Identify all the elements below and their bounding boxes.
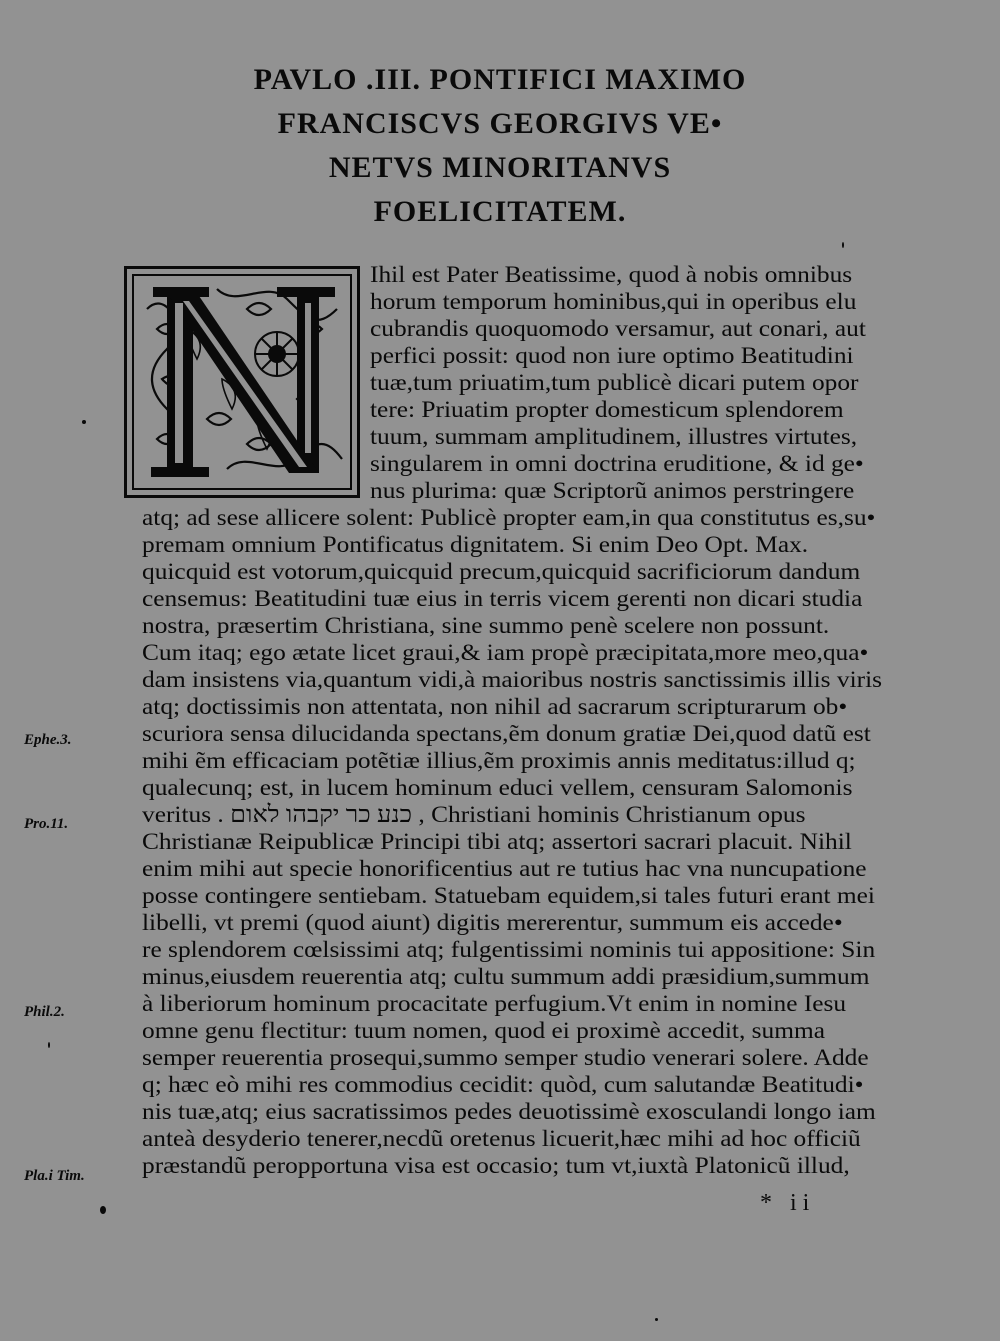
- margin-note-philippians: Phil.2.: [24, 1004, 65, 1020]
- text-line: qualecunq; est, in lucem hominum educi vellem, censuram Salomonis: [142, 775, 853, 801]
- text-line: horum temporum hominibus,qui in operibus elu: [370, 289, 857, 315]
- text-line: premam omnium Pontificatus dignitatem. Si enim Deo Opt. Max.: [142, 532, 809, 558]
- signature-mark: * ii: [760, 1190, 816, 1216]
- text-line: tuæ,tum priuatim,tum publicè dicari putem opor: [370, 370, 859, 396]
- text-line: anteà desyderio tenerer,necdũ oretenus licuerit,hæc mihi ad hoc officiũ: [142, 1126, 861, 1152]
- text-line: tuum, summam amplitudinem, illustres virtutes,: [370, 424, 858, 450]
- text-line: censemus: Beatitudini tuæ eius in terris vicem gerenti non dicari studia: [142, 586, 863, 612]
- ink-speck: [100, 1206, 106, 1214]
- text-line: præstandũ peropportuna visa est occasio; tum vt,iuxtà Platonicũ illud,: [142, 1153, 850, 1179]
- ink-speck: [655, 1318, 658, 1321]
- text-line: cubrandis quoquomodo versamur, aut conari, aut: [370, 316, 866, 342]
- text-line: re splendorem cœlsissimi atq; fulgentissimi nominis tui appositione: Sin: [142, 937, 876, 963]
- dedication-heading: [140, 58, 860, 234]
- decorated-initial-n: [124, 266, 360, 498]
- text-line: dam insistens via,quantum vidi,à maioribus nostris sanctissimis illis viris: [142, 667, 882, 693]
- text-line: tere: Priuatim propter domesticum splendorem: [370, 397, 844, 423]
- text-line: atq; doctissimis non attentata, non nihil ad sacrarum scripturarum ob•: [142, 694, 848, 720]
- text-line: omne genu flectitur: tuum nomen, quod ei proximè accedit, summa: [142, 1018, 825, 1044]
- text-line: Cum itaq; ego ætate licet graui,& iam propè præcipitata,more meo,qua•: [142, 640, 869, 666]
- text-line: Christianæ Reipublicæ Principi tibi atq; assertori sacrari placuit. Nihil: [142, 829, 852, 855]
- margin-note-ephesians: Ephe.3.: [24, 732, 72, 748]
- text-line: libelli, vt premi (quod aiunt) digitis mererentur, summum eis accede•: [142, 910, 843, 936]
- ink-speck: [48, 1042, 50, 1048]
- text-line: mihi ẽm efficaciam potẽtiæ illius,ẽm proximis annis meditatus:illud q;: [142, 748, 856, 774]
- heading-line-3: NETVS MINORITANVS: [328, 151, 672, 184]
- text-line: minus,eiusdem reuerentia atq; cultu summum addi præsidium,summum: [142, 964, 870, 990]
- margin-note-plato-timaeus: Pla.i Tim.: [24, 1168, 85, 1184]
- ink-speck: [82, 420, 86, 424]
- text-line: nis tuæ,atq; eius sacratissimos pedes deuotissimè exosculandi longo iam: [142, 1099, 876, 1125]
- text-line: veritus . כנע כר יקבהו לאום , Christiani hominis Christianum opus: [142, 802, 806, 828]
- heading-line-1: PAVLO .III. PONTIFICI MAXIMO: [253, 63, 747, 96]
- text-line: enim mihi aut specie honorificentius aut re tutius hac vna nuncupatione: [142, 856, 867, 882]
- heading-line-2: FRANCISCVS GEORGIVS VE•: [277, 107, 723, 140]
- text-line: q; hæc eò mihi res commodius cecidit: quòd, cum salutandæ Beatitudi•: [142, 1072, 864, 1098]
- ink-speck: [842, 242, 844, 248]
- floral-initial-icon: [127, 269, 357, 495]
- heading-line-4: FOELICITATEM.: [373, 195, 627, 228]
- text-line: singularem in omni doctrina eruditione, & id ge•: [370, 451, 864, 477]
- text-line: perfici possit: quod non iure optimo Beatitudini: [370, 343, 854, 369]
- text-line: semper reuerentia prosequi,summo semper studio venerari solere. Adde: [142, 1045, 869, 1071]
- text-line: quicquid est votorum,quicquid precum,quicquid sacrificiorum dandum: [142, 559, 861, 585]
- text-line: Ihil est Pater Beatissime, quod à nobis omnibus: [370, 262, 853, 288]
- text-line: scuriora sensa dilucidanda spectans,ẽm donum gratiæ Dei,quod datũ est: [142, 721, 871, 747]
- text-line: posse contingere sentiebam. Statuebam equidem,si tales futuri erant mei: [142, 883, 875, 909]
- margin-note-proverbs: Pro.11.: [24, 816, 69, 832]
- text-line: atq; ad sese allicere solent: Publicè propter eam,in qua constitutus es,su•: [142, 505, 876, 531]
- text-line: nus plurima: quæ Scriptorũ animos perstringere: [370, 478, 855, 504]
- text-line: nostra, præsertim Christiana, sine summo penè scelere non possunt.: [142, 613, 830, 639]
- text-line: à liberiorum hominum procacitate perfugium.Vt enim in nomine Iesu: [142, 991, 847, 1017]
